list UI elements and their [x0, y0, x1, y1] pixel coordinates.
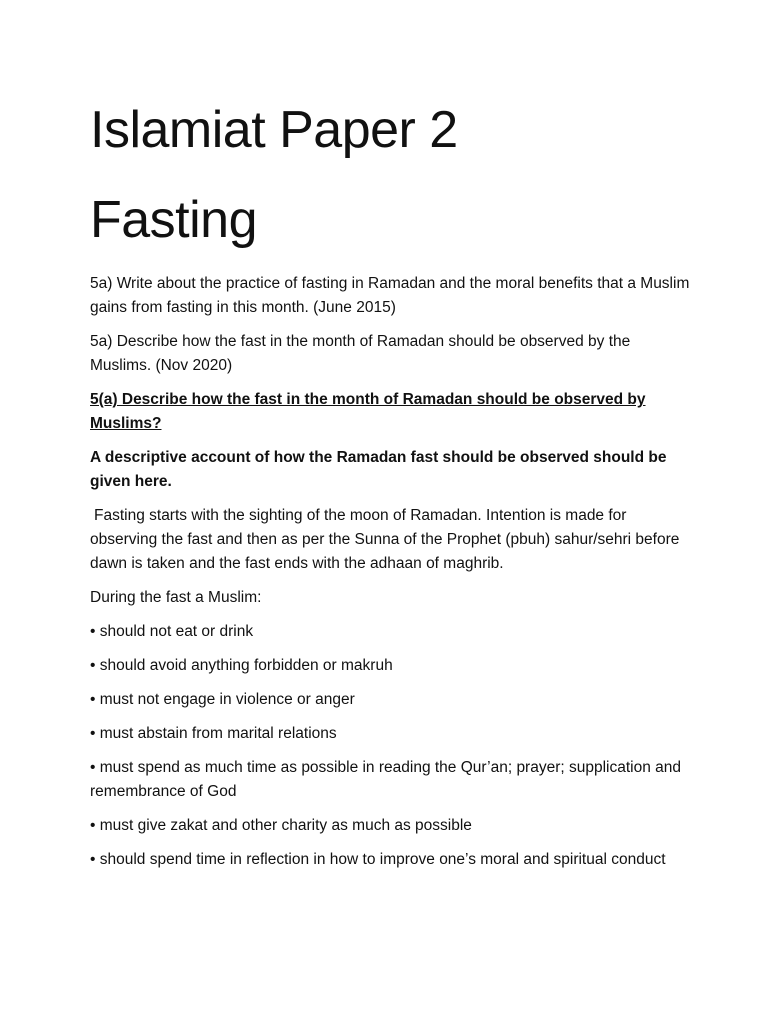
- document-page: [90, 100, 690, 872]
- document-title: Islamiat Paper 2: [90, 101, 458, 159]
- past-questions: [90, 272, 690, 378]
- list-intro: During the fast a Muslim:: [90, 589, 262, 606]
- past-question-2: 5a) Describe how the fast in the month of Ramadan should be observed by the Muslims. (Nov 2020): [90, 333, 631, 374]
- past-question-1: 5a) Write about the practice of fasting in Ramadan and the moral benefits that a Muslim gains from fasting in this month. (June 2015): [90, 275, 690, 316]
- list-item: • must give zakat and other charity as much as possible: [90, 817, 472, 834]
- bullet-list: [90, 620, 690, 872]
- answer-instruction: A descriptive account of how the Ramadan fast should be observed should be given here.: [90, 449, 667, 490]
- document-subtitle: Fasting: [90, 191, 258, 249]
- list-item: • should spend time in reflection in how to improve one’s moral and spiritual conduct: [90, 851, 666, 868]
- main-question: 5(a) Describe how the fast in the month of Ramadan should be observed by Muslims?: [90, 391, 646, 432]
- list-item: • must not engage in violence or anger: [90, 691, 355, 708]
- list-item: • must spend as much time as possible in reading the Qur’an; prayer; supplication and remembrance of God: [90, 759, 682, 800]
- list-item: • should not eat or drink: [90, 623, 254, 640]
- list-item: • must abstain from marital relations: [90, 725, 337, 742]
- list-item: • should avoid anything forbidden or makruh: [90, 657, 393, 674]
- intro-paragraph: Fasting starts with the sighting of the moon of Ramadan. Intention is made for observing the fast and then as per the Sunna of the Prophet (pbuh) sahur/sehri before dawn is taken and the fast ends with the adhaan of maghrib.: [90, 507, 680, 572]
